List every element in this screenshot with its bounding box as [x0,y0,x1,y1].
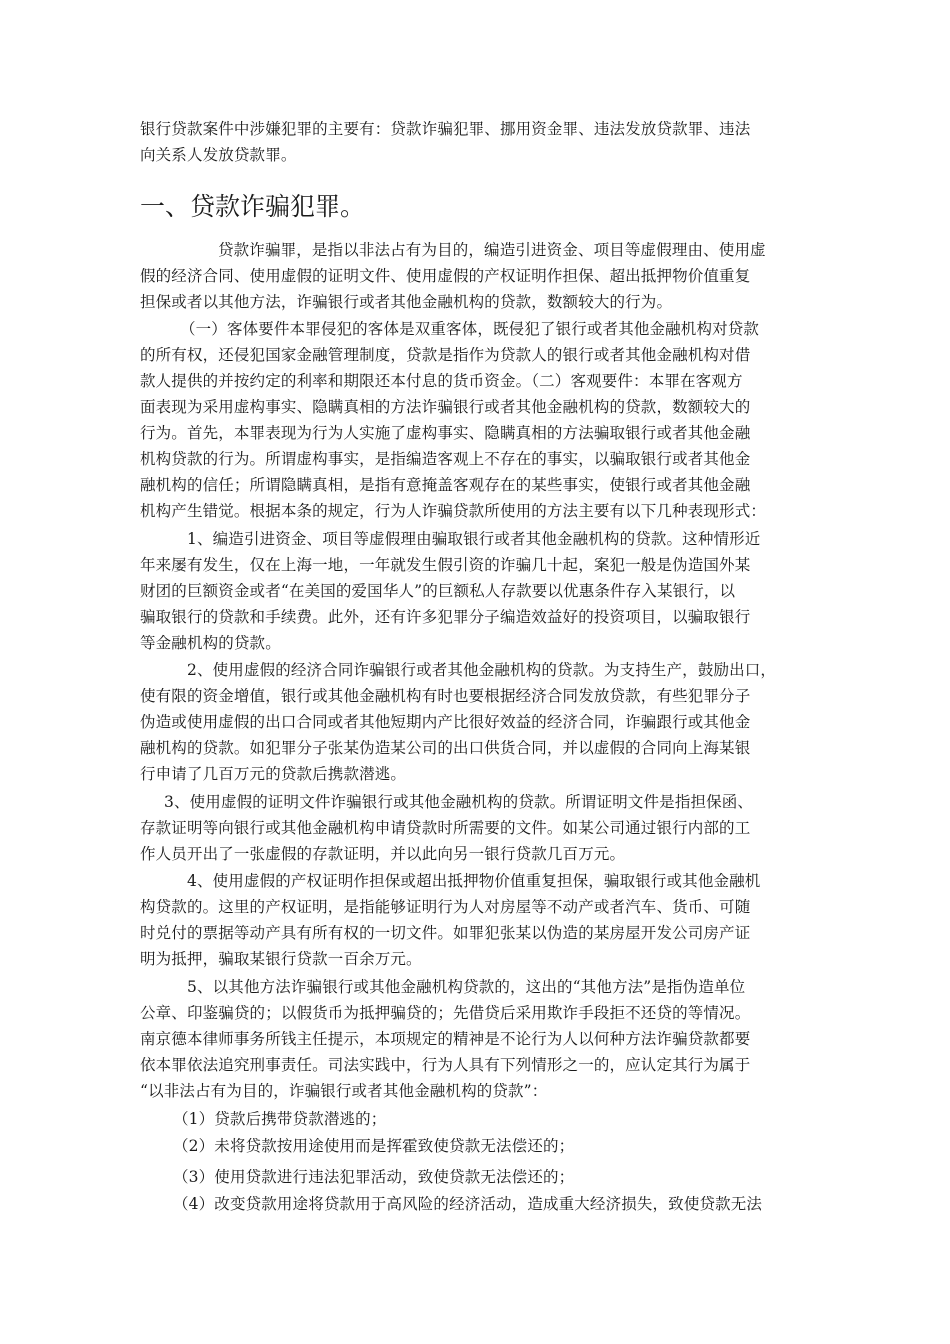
intro-line-2: 向关系人发放贷款罪。 [140,146,297,164]
list-item: （2）未将贷款按用途使用而是挥霍致使贷款无法偿还的； [173,1137,575,1155]
intro-line-1: 银行贷款案件中涉嫌犯罪的主要有：贷款诈骗犯罪、挪用资金罪、违法发放贷款罪、违法 [140,120,751,138]
method3-line-3: 作人员开出了一张虚假的存款证明，并以此向另一银行贷款几百万元。 [140,845,626,863]
method2-line-3: 伪造或使用虚假的出口合同或者其他短期内产比很好效益的经济合同，诈骗跟行或其他金 [140,713,751,731]
method5-line-3: 南京德本律师事务所钱主任提示，本项规定的精神是不论行为人以何种方法诈骗贷款都要 [140,1030,751,1048]
method5-line-5: “以非法占有为目的，诈骗银行或者其他金融机构的贷款”： [140,1082,548,1100]
list-item: （1）贷款后携带贷款潜逃的； [173,1110,387,1128]
definition-line-3: 担保或者以其他方法，诈骗银行或者其他金融机构的贷款，数额较大的行为。 [140,293,673,311]
method4-line-2: 构贷款的。这里的产权证明，是指能够证明行为人对房屋等不动产或者汽车、货币、可随 [140,898,751,916]
method2-line-1: 2、使用虚假的经济合同诈骗银行或者其他金融机构的贷款。为支持生产，鼓励出口， [187,661,777,679]
method2-line-4: 融机构的贷款。如犯罪分子张某伪造某公司的出口供货合同，并以虚假的合同向上海某银 [140,739,751,757]
elements-line-2: 的所有权，还侵犯国家金融管理制度，贷款是指作为贷款人的银行或者其他金融机构对借 [140,346,751,364]
method5-line-4: 依本罪依法追究刑事责任。司法实践中，行为人具有下列情形之一的，应认定其行为属于 [140,1056,751,1074]
method5-line-1: 5、以其他方法诈骗银行或其他金融机构贷款的，这出的“其他方法”是指伪造单位 [187,978,746,996]
method1-line-4: 骗取银行的贷款和手续费。此外，还有许多犯罪分子编造效益好的投资项目，以骗取银行 [140,608,751,626]
list-item: （3）使用贷款进行违法犯罪活动，致使贷款无法偿还的； [173,1168,575,1186]
method3-line-1: 3、使用虚假的证明文件诈骗银行或其他金融机构的贷款。所谓证明文件是指担保函、 [164,793,754,811]
elements-line-3: 款人提供的并按约定的利率和期限还本付息的货币资金。（二）客观要件：本罪在客观方 [140,372,743,390]
method5-line-2: 公章、印鉴骗贷的；以假货币为抵押骗贷的；先借贷后采用欺诈手段拒不还贷的等情况。 [140,1004,751,1022]
method4-line-1: 4、使用虚假的产权证明作担保或超出抵押物价值重复担保，骗取银行或其他金融机 [187,872,761,890]
elements-line-6: 机构贷款的行为。所谓虚构事实，是指编造客观上不存在的事实，以骗取银行或者其他金 [140,450,751,468]
elements-line-4: 面表现为采用虚构事实、隐瞒真相的方法诈骗银行或者其他金融机构的贷款，数额较大的 [140,398,751,416]
list-item: （4）改变贷款用途将贷款用于高风险的经济活动，造成重大经济损失，致使贷款无法 [173,1195,763,1213]
method3-line-2: 存款证明等向银行或其他金融机构申请贷款时所需要的文件。如某公司通过银行内部的工 [140,819,751,837]
method2-line-2: 使有限的资金增值，银行或其他金融机构有时也要根据经济合同发放贷款，有些犯罪分子 [140,687,751,705]
elements-line-8: 机构产生错觉。根据本条的规定，行为人诈骗贷款所使用的方法主要有以下几种表现形式： [140,502,767,520]
elements-line-1: （一）客体要件本罪侵犯的客体是双重客体，既侵犯了银行或者其他金融机构对贷款 [180,320,760,338]
method2-line-5: 行申请了几百万元的贷款后携款潜逃。 [140,765,407,783]
method1-line-3: 财团的巨额资金或者“在美国的爱国华人”的巨额私人存款要以优惠条件存入某银行，以 [140,582,736,600]
method1-line-1: 1、编造引进资金、项目等虚假理由骗取银行或者其他金融机构的贷款。这种情形近 [187,530,761,548]
method1-line-5: 等金融机构的贷款。 [140,634,281,652]
elements-line-5: 行为。首先，本罪表现为行为人实施了虚构事实、隐瞒真相的方法骗取银行或者其他金融 [140,424,751,442]
section-heading: 一、贷款诈骗犯罪。 [140,192,366,221]
definition-line-1: 贷款诈骗罪，是指以非法占有为目的，编造引进资金、项目等虚假理由、使用虚 [218,241,766,259]
elements-line-7: 融机构的信任；所谓隐瞒真相，是指有意掩盖客观存在的某些事实，使银行或者其他金融 [140,476,751,494]
method4-line-4: 明为抵押，骗取某银行贷款一百余万元。 [140,950,422,968]
definition-line-2: 假的经济合同、使用虚假的证明文件、使用虚假的产权证明作担保、超出抵押物价值重复 [140,267,751,285]
method4-line-3: 时兑付的票据等动产具有所有权的一切文件。如罪犯张某以伪造的某房屋开发公司房产证 [140,924,751,942]
method1-line-2: 年来屡有发生，仅在上海一地，一年就发生假引资的诈骗几十起，案犯一般是伪造国外某 [140,556,751,574]
